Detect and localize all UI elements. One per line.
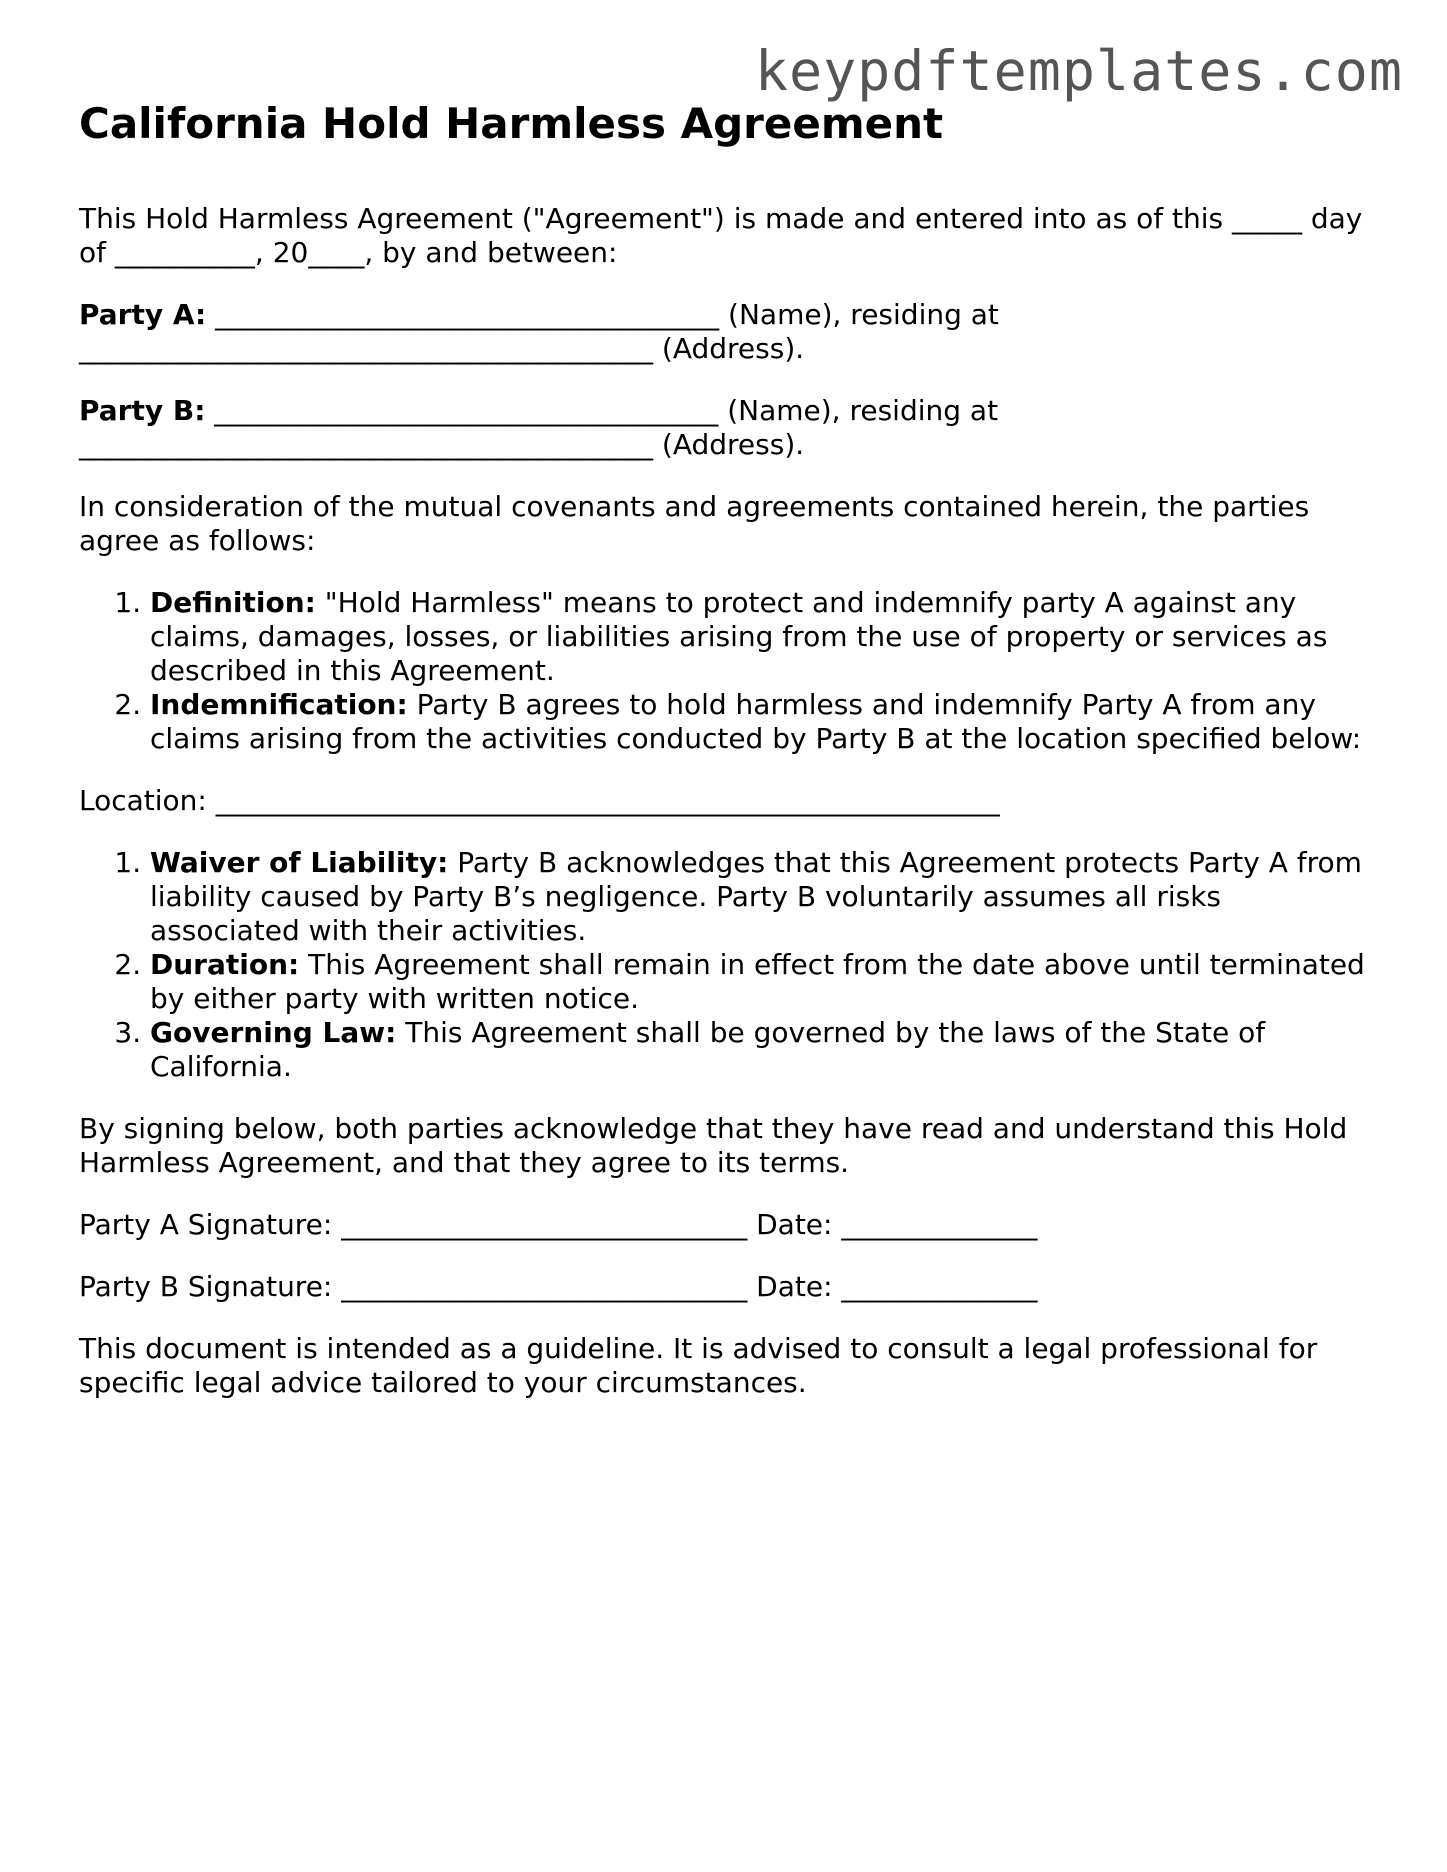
term-label: Governing Law: [150,1016,397,1049]
document-page [79,96,1379,1428]
party-a-signature-line[interactable]: Party A Signature: _____________________________ Date: ______________ [79,1208,1038,1241]
terms-list-1 [79,586,1379,756]
term-label: Duration: [150,948,300,981]
term-text: This Agreement shall remain in effect from the date above until terminated by either party with written notice. [150,948,1365,1015]
term-governing-law [150,1016,1379,1084]
party-b-block [79,394,1379,462]
party-a-block [79,298,1379,366]
terms-list-2 [79,846,1379,1084]
party-b-label: Party B: [79,394,206,427]
intro-paragraph: This Hold Harmless Agreement ("Agreement") is made and entered into as of this _____ day of __________, 20____, by and between: [79,202,1363,269]
party-b-signature-line[interactable]: Party B Signature: _____________________________ Date: ______________ [79,1270,1038,1303]
disclaimer-paragraph: This document is intended as a guideline. It is advised to consult a legal professional for specific legal advice tailored to your circumstances. [79,1332,1318,1399]
watermark: keypdftemplates.com [754,39,1403,103]
term-text: "Hold Harmless" means to protect and indemnify party A against any claims, damages, losses, or liabilities arising from the use of property or services as described in this Agreement. [150,586,1328,687]
term-duration [150,948,1379,1016]
term-waiver-of-liability [150,846,1379,948]
location-field[interactable]: Location: ________________________________________________________ [79,784,1000,817]
term-label: Indemnification: [150,688,408,721]
party-b-fields[interactable]: ____________________________________ (Name), residing at _________________________________________ (Address). [79,394,999,461]
party-a-fields[interactable]: ____________________________________ (Name), residing at _________________________________________ (Address). [79,298,999,365]
term-text: Party B acknowledges that this Agreement protects Party A from liability caused by Party B’s negligence. Party B voluntarily assumes all risks associated with their activities. [150,846,1362,947]
acknowledgement-paragraph: By signing below, both parties acknowledge that they have read and understand this Hold Harmless Agreement, and that they agree to its terms. [79,1112,1348,1179]
document-title: California Hold Harmless Agreement [79,99,944,148]
term-label: Waiver of Liability: [150,846,449,879]
consideration-paragraph: In consideration of the mutual covenants and agreements contained herein, the parties agree as follows: [79,490,1310,557]
term-text: This Agreement shall be governed by the laws of the State of California. [150,1016,1266,1083]
term-text: Party B agrees to hold harmless and indemnify Party A from any claims arising from the activities conducted by Party B at the location specified below: [150,688,1362,755]
term-label: Definition: [150,586,316,619]
term-definition [150,586,1379,688]
party-a-label: Party A: [79,298,207,331]
term-indemnification [150,688,1379,756]
